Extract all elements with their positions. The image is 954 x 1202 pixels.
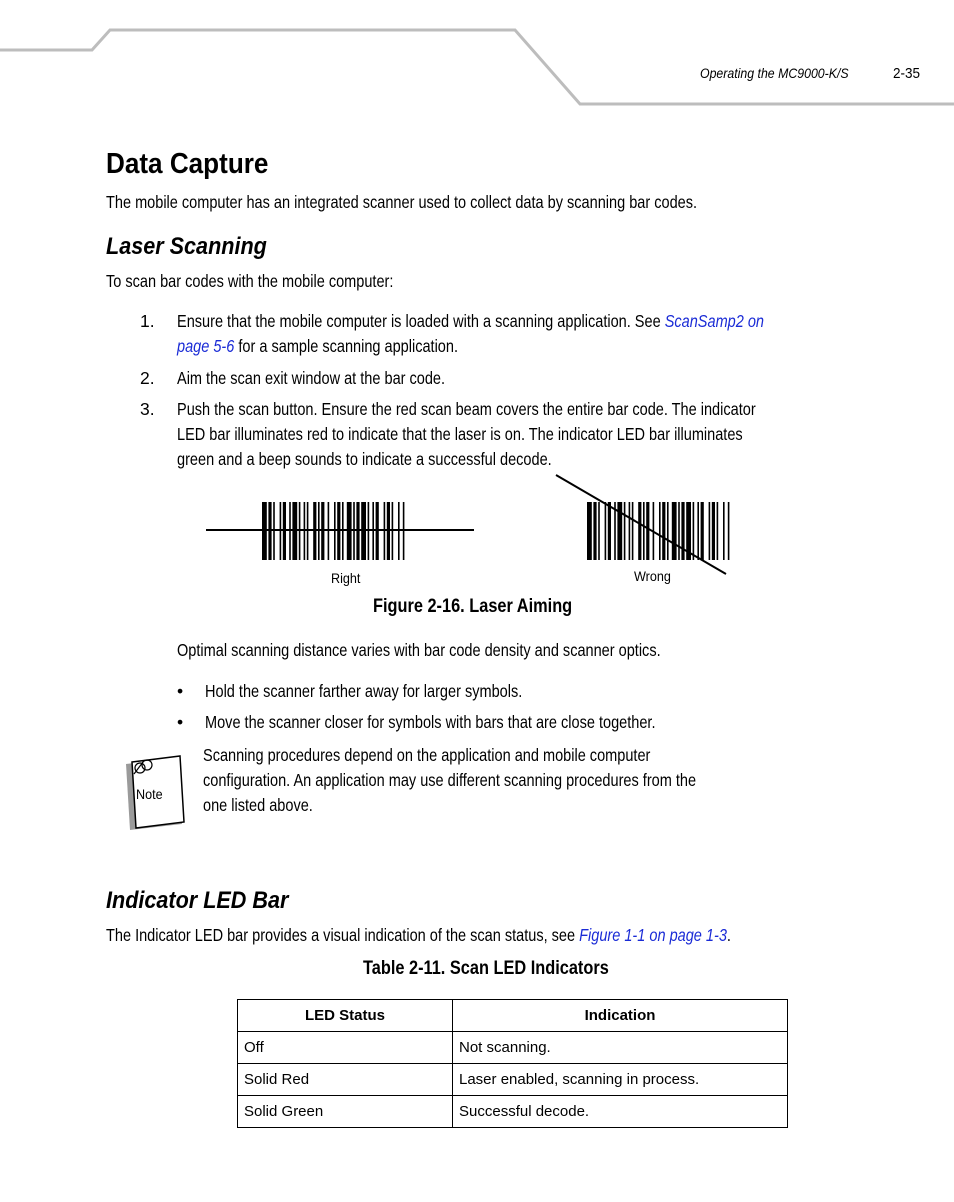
header-frame-line [0,0,954,110]
table-cell: Solid Green [238,1096,453,1128]
barcode-wrong-image [587,502,729,560]
table-header-row [238,1000,788,1032]
step-text: Aim the scan exit window at the bar code. [177,368,446,388]
column-header: LED Status [238,1000,453,1032]
step-text: green and a beep sounds to indicate a successful decode. [177,449,552,469]
section-intro: The mobile computer has an integrated scanner used to collect data by scanning bar codes. [106,192,698,212]
distance-text: Optimal scanning distance varies with bar code density and scanner optics. [177,640,661,660]
table-cell: Not scanning. [453,1032,788,1064]
table-cell: Off [238,1032,453,1064]
note-icon-label: Note [136,786,163,802]
bullet-icon: • [177,681,184,701]
step-2 [140,366,920,392]
table-row [238,1096,788,1128]
page-number: 2-35 [893,65,921,82]
bullet-icon: • [177,712,184,732]
table-caption: Table 2-11. Scan LED Indicators [363,958,609,979]
figure-label-wrong: Wrong [634,568,671,584]
step-text: Push the scan button. Ensure the red scan beam covers the entire bar code. The indicator [177,399,756,419]
indicator-led-heading: Indicator LED Bar [106,887,289,914]
note-text: Scanning procedures depend on the application and mobile computer configuration. An application may use different scanning procedures from the one listed above. [203,745,697,815]
figure-1-1-link[interactable]: Figure 1-1 on page 1-3 [579,925,727,945]
laser-intro: To scan bar codes with the mobile computer: [106,271,394,291]
figure-caption: Figure 2-16. Laser Aiming [373,596,573,617]
table-cell: Laser enabled, scanning in process. [453,1064,788,1096]
indicator-intro: The Indicator LED bar provides a visual indication of the scan status, see Figure 1-1 on page 1-3. [106,925,731,945]
step-text: Ensure that the mobile computer is loaded with a scanning application. See [177,311,665,331]
figure-label-right: Right [331,570,361,586]
step-number: 2. [140,368,155,388]
step-number: 3. [140,399,155,419]
laser-scanning-heading: Laser Scanning [106,233,267,260]
step-3 [140,397,920,475]
scan-led-table [237,999,788,1128]
step-1 [140,309,920,361]
page-title: Data Capture [106,148,269,180]
scansamp2-link-page[interactable]: page 5-6 [177,336,235,356]
scansamp2-link[interactable]: ScanSamp2 on [664,311,765,331]
running-title: Operating the MC9000-K/S [700,65,849,81]
table-cell: Successful decode. [453,1096,788,1128]
step-number: 1. [140,311,155,331]
column-header: Indication [453,1000,788,1032]
step-text: LED bar illuminates red to indicate that the laser is on. The indicator LED bar illuminates [177,424,743,444]
table-cell: Solid Red [238,1064,453,1096]
table-row [238,1064,788,1096]
step-text: for a sample scanning application. [234,336,459,356]
table-row [238,1032,788,1064]
